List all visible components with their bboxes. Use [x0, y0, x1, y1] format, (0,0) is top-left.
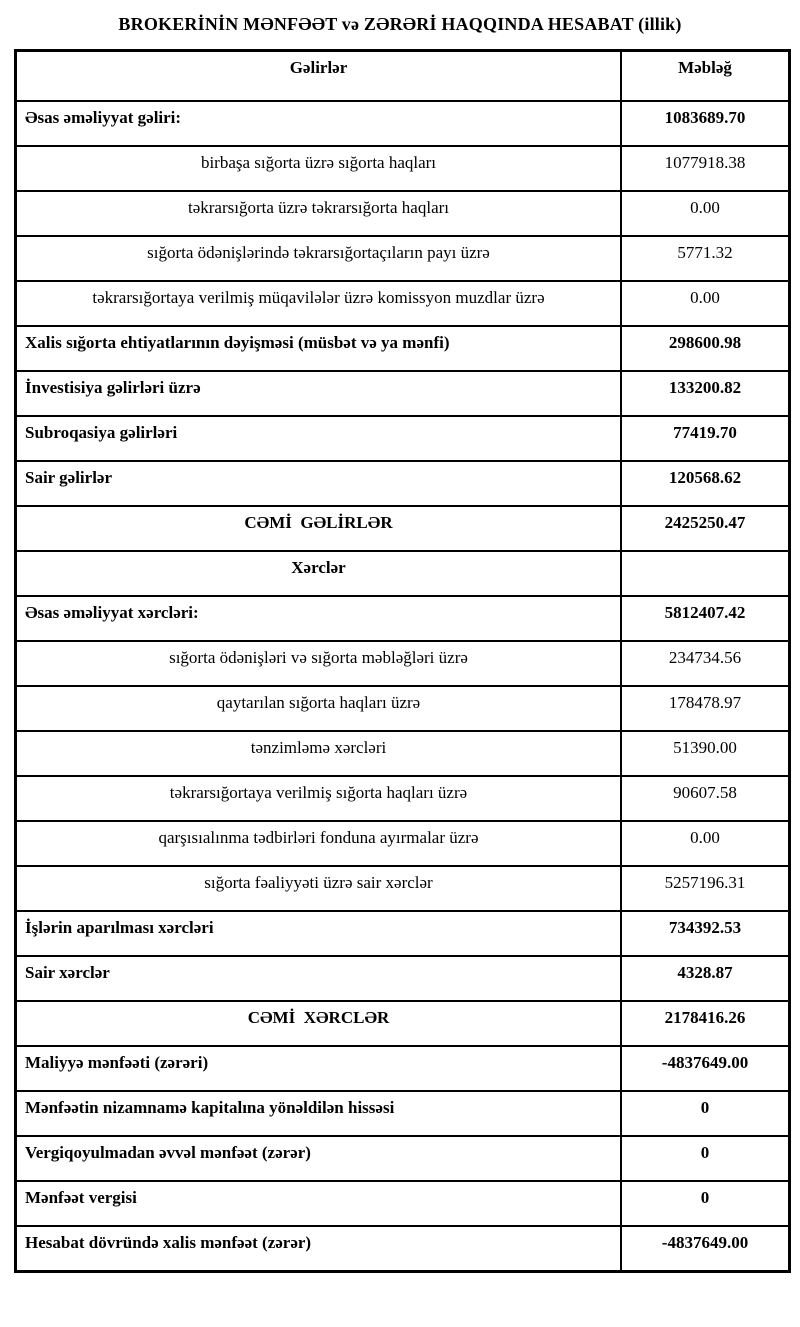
table-row: [17, 100, 788, 145]
row-label: Sair xərclər: [25, 963, 110, 982]
table-row-net-profit: [17, 1225, 788, 1270]
row-label: Xalis sığorta ehtiyatlarının dəyişməsi (müsbət və ya mənfi): [25, 333, 450, 352]
row-amount: 51390.00: [620, 732, 788, 775]
row-amount: 1083689.70: [620, 102, 788, 145]
table-row-expenses-header: [17, 550, 788, 595]
table-row: [17, 190, 788, 235]
row-amount: 0: [620, 1092, 788, 1135]
row-label: Subroqasiya gəlirləri: [25, 423, 178, 442]
row-label: CƏMİ XƏRCLƏR: [247, 1008, 390, 1027]
row-label: Mənfəətin nizamnamə kapitalına yönəldilən hissəsi: [25, 1098, 395, 1117]
row-label: CƏMİ GƏLİRLƏR: [244, 513, 393, 532]
table-row: [17, 595, 788, 640]
row-label: Xərclər: [291, 558, 346, 577]
row-amount: 178478.97: [620, 687, 788, 730]
row-label: Vergiqoyulmadan əvvəl mənfəət (zərər): [25, 1143, 311, 1162]
row-amount: 120568.62: [620, 462, 788, 505]
row-label: sığorta ödənişlərində təkrarsığortaçıların payı üzrə: [147, 243, 490, 262]
row-label: İnvestisiya gəlirləri üzrə: [25, 378, 201, 397]
table-row-total-expenses: [17, 1000, 788, 1045]
row-amount: -4837649.00: [620, 1227, 788, 1270]
row-amount: 5771.32: [620, 237, 788, 280]
row-amount: 0: [620, 1137, 788, 1180]
row-label: təkrarsığorta üzrə təkrarsığorta haqları: [187, 198, 449, 217]
profit-loss-table: [14, 49, 791, 1273]
row-label: qarşısıalınma tədbirləri fonduna ayırmalar üzrə: [158, 828, 479, 847]
row-amount: 734392.53: [620, 912, 788, 955]
table-row: [17, 775, 788, 820]
table-row: [17, 865, 788, 910]
row-amount: 0.00: [620, 822, 788, 865]
table-row-total-income: [17, 505, 788, 550]
table-header-row: [17, 52, 788, 100]
row-label: Maliyyə mənfəəti (zərəri): [25, 1053, 209, 1072]
table-row: [17, 235, 788, 280]
row-amount: 2425250.47: [620, 507, 788, 550]
row-amount: 133200.82: [620, 372, 788, 415]
row-amount: [620, 552, 788, 595]
table-row: [17, 730, 788, 775]
row-amount: 90607.58: [620, 777, 788, 820]
header-income-label: Gəlirlər: [289, 58, 348, 77]
row-label: Əsas əməliyyat xərcləri:: [25, 603, 199, 622]
row-amount: -4837649.00: [620, 1047, 788, 1090]
table-row: [17, 820, 788, 865]
table-row: [17, 1045, 788, 1090]
row-label: sığorta ödənişləri və sığorta məbləğləri üzrə: [169, 648, 468, 667]
row-label: təkrarsığortaya verilmiş müqavilələr üzrə komissyon muzdlar üzrə: [92, 288, 545, 307]
table-row: [17, 280, 788, 325]
table-row: [17, 685, 788, 730]
row-amount: 77419.70: [620, 417, 788, 460]
row-label: birbaşa sığorta üzrə sığorta haqları: [200, 153, 437, 172]
row-label: İşlərin aparılması xərcləri: [25, 918, 214, 937]
header-amount-label: Məbləğ: [620, 52, 788, 100]
row-amount: 5812407.42: [620, 597, 788, 640]
row-amount: 0: [620, 1182, 788, 1225]
table-row: [17, 145, 788, 190]
row-label: qaytarılan sığorta haqları üzrə: [216, 693, 421, 712]
table-row: [17, 955, 788, 1000]
row-label: tənzimləmə xərcləri: [250, 738, 387, 757]
row-amount: 0.00: [620, 192, 788, 235]
row-amount: 5257196.31: [620, 867, 788, 910]
row-label: təkrarsığortaya verilmiş sığorta haqları üzrə: [169, 783, 468, 802]
table-row: [17, 415, 788, 460]
table-row: [17, 1180, 788, 1225]
table-row: [17, 1090, 788, 1135]
row-label: Mənfəət vergisi: [25, 1188, 137, 1207]
page-title: BROKERİNİN MƏNFƏƏT və ZƏRƏRİ HAQQINDA HESABAT (illik): [118, 14, 682, 34]
row-amount: 0.00: [620, 282, 788, 325]
row-label: Hesabat dövründə xalis mənfəət (zərər): [25, 1233, 312, 1252]
table-row: [17, 910, 788, 955]
report-page: [0, 12, 800, 1273]
row-label: Sair gəlirlər: [25, 468, 113, 487]
row-amount: 298600.98: [620, 327, 788, 370]
table-row: [17, 640, 788, 685]
row-amount: 1077918.38: [620, 147, 788, 190]
table-row: [17, 1135, 788, 1180]
row-amount: 4328.87: [620, 957, 788, 1000]
row-amount: 234734.56: [620, 642, 788, 685]
table-row: [17, 325, 788, 370]
row-amount: 2178416.26: [620, 1002, 788, 1045]
table-row: [17, 370, 788, 415]
table-row: [17, 460, 788, 505]
row-label: sığorta fəaliyyəti üzrə sair xərclər: [204, 873, 433, 892]
row-label: Əsas əməliyyat gəliri:: [25, 108, 182, 127]
